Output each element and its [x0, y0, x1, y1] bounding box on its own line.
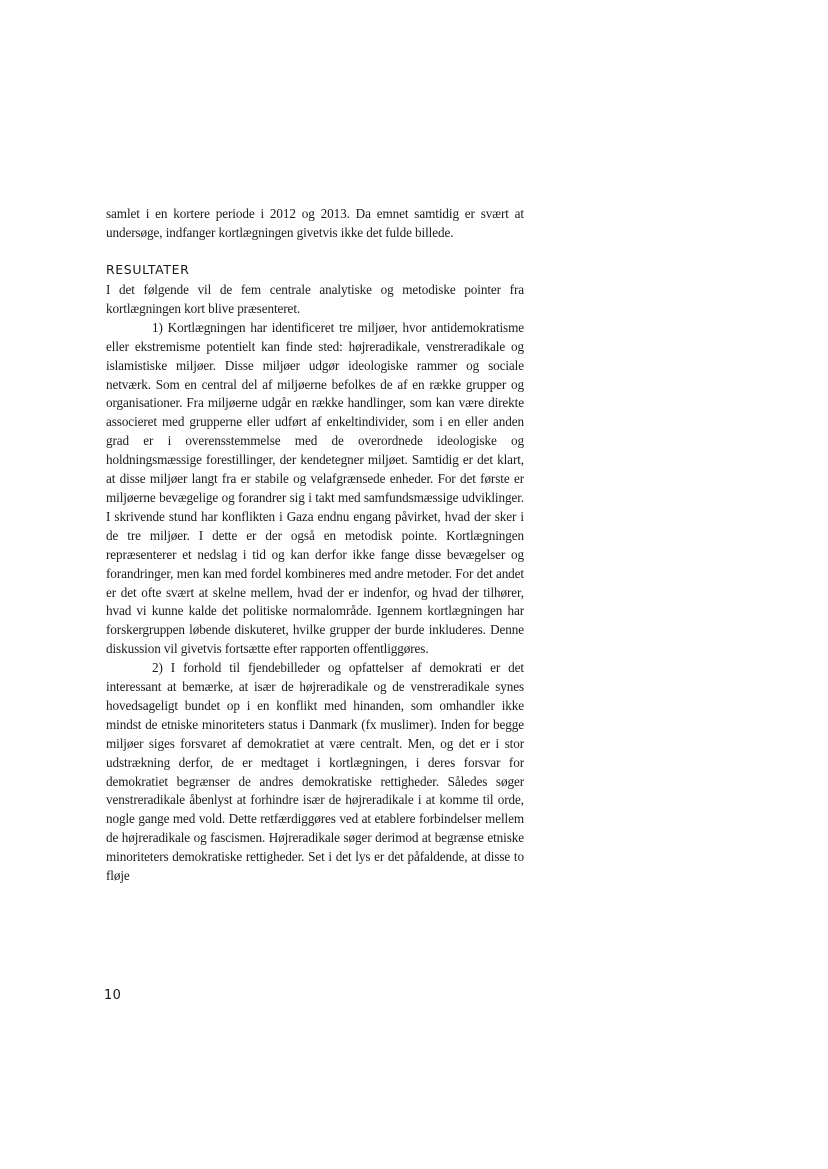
paragraph-point-1: 1) Kortlægningen har identificeret tre miljøer, hvor antidemokratisme eller ekstremisme potentielt kan finde sted: højreradikale, venstreradikale og islamistiske miljøer. Disse miljøer udgør ideologiske rammer og sociale netværk. Som en central del af miljøerne befolkes de af en række grupper og organisationer. Fra miljøerne udgår en række handlinger, som kan være direkte associeret med grupperne eller udført af enkeltindivider, som i en eller anden grad er i overensstemmelse med de overordnede ideologiske og holdningsmæssige forestillinger, der kendetegner miljøet. Samtidig er det klart, at disse miljøer langt fra er stabile og velafgrænsede enheder. For det første er miljøerne bevægelige og forandrer sig i takt med samfundsmæssige udviklinger. I skrivende stund har konflikten i Gaza endnu engang påvirket, hvad der sker i de tre miljøer. I dette er der også en metodisk pointe. Kortlægningen repræsenterer et nedslag i tid og kan derfor ikke fange disse bevægelser og forandringer, men kan med fordel kombineres med andre metoder. For det andet er det ofte svært at skelne mellem, hvad der er indenfor, og hvad der tilhører, hvad vi kunne kalde det politiske normalområde. Igennem kortlægningen har forskergruppen løbende diskuteret, hvilke grupper der burde inkluderes. Denne diskussion vil givetvis fortsætte efter rapporten offentliggøres. [106, 319, 524, 657]
paragraph-point-2: 2) I forhold til fjendebilleder og opfattelser af demokrati er det interessant at bemærke, at især de højreradikale og de venstreradikale synes hovedsageligt bundet op i en konflikt med hinanden, som omhandler ikke mindst de etniske minoriteters status i Danmark (fx muslimer). Inden for begge miljøer siges forsvaret af demokratiet at være centralt. Men, og det er i stor udstrækning derfor, de er medtaget i kortlægningen, i deres forsvar for demokratiet begrænser de andres demokratiske rettigheder. Således søger venstreradikale åbenlyst at forhindre især de højreradikale i at komme til orde, nogle gange med vold. Dette retfærdiggøres ved at etablere forbindelser mellem de højreradikale og fascismen. Højreradikale søger derimod at begrænse etniske minoriteters demokratiske rettigheder. Set i det lys er det påfaldende, at disse to fløje [106, 660, 524, 884]
page-number: 10 [104, 988, 122, 1003]
intro-paragraph: samlet i en kortere periode i 2012 og 2013. Da emnet samtidig er svært at undersøge, indfanger kortlægningen givetvis ikke det fulde billede. [106, 206, 524, 240]
body-text [106, 281, 524, 886]
paragraph-lead: I det følgende vil de fem centrale analytiske og metodiske pointer fra kortlægningen kort blive præsenteret. [106, 282, 524, 316]
section-heading: RESULTATER [106, 262, 190, 277]
